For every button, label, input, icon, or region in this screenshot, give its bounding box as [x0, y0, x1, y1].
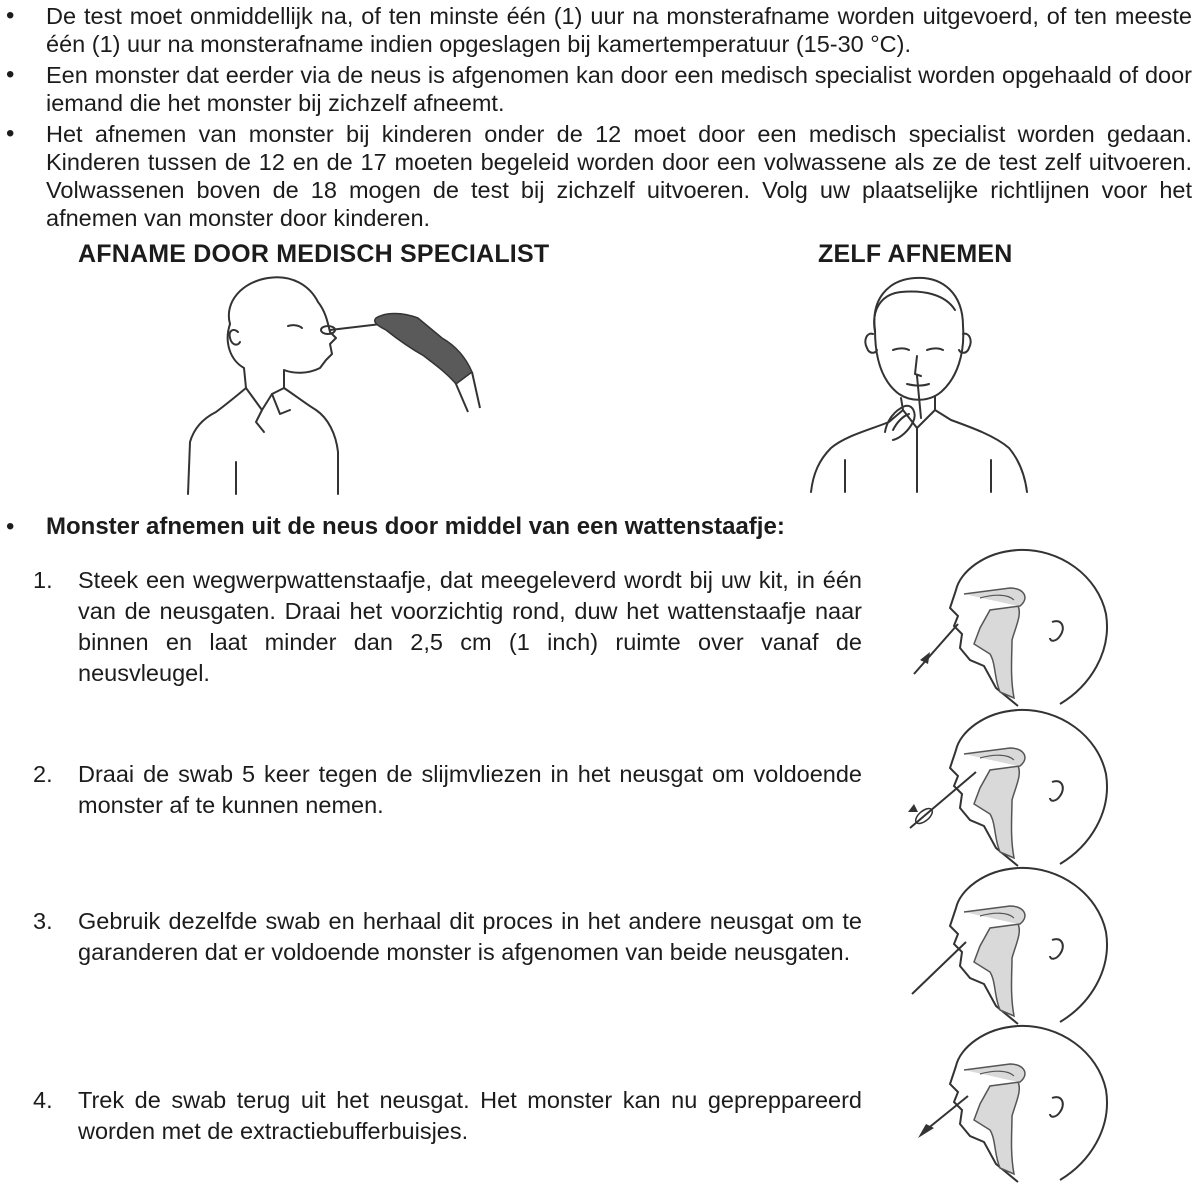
step-text: Trek de swab terug uit het neusgat. Het monster kan nu gepreppareerd worden met de extractiebufferbuisjes. — [78, 1087, 862, 1144]
self-swab-illustration — [805, 270, 1035, 495]
bullet-item-timing: • De test moet onmiddellijk na, of ten minste één (1) uur na monsterafname worden uitgevoerd, of ten meeste één (1) uur na monsterafname indien opgeslagen bij kamertemperatuur (15-30 °C). — [6, 2, 1192, 57]
bullet-dot: • — [6, 61, 15, 88]
step-3-head-illustration — [900, 866, 1120, 1026]
step-text: Gebruik dezelfde swab en herhaal dit proces in het andere neusgat om te garanderen dat er voldoende monster is afgenomen van beide neusgaten. — [78, 908, 862, 965]
step-4-head-illustration — [900, 1024, 1120, 1184]
step-number: 1. — [33, 567, 53, 593]
heading-self-collection: ZELF AFNEMEN — [818, 240, 1013, 268]
bullet-item-children: • Het afnemen van monster bij kinderen onder de 12 moet door een medisch specialist worden gedaan. Kinderen tussen de 12 en de 17 moeten begeleid worden door een volwassene als ze de test zelf uitvoeren. Volwassenen boven de 18 mogen de test bij zichzelf uitvoeren. Volg uw plaatselijke richtlijnen voor het afnemen van monster door kinderen. — [6, 120, 1192, 231]
heading-medical-specialist: AFNAME DOOR MEDISCH SPECIALIST — [78, 240, 550, 268]
step-text: Steek een wegwerpwattenstaafje, dat meegeleverd wordt bij uw kit, in één van de neusgaten. Draai het voorzichtig rond, duw het wattenstaafje naar binnen en laat minder dan 2,5 cm (1 inch) ruimte over vanaf de neusvleugel. — [78, 567, 862, 686]
step-number: 4. — [33, 1087, 53, 1113]
bullet-dot: • — [6, 120, 15, 147]
step-2-head-illustration — [900, 708, 1120, 868]
bullet-dot: • — [6, 513, 15, 540]
bullet-dot: • — [6, 2, 15, 29]
specialist-swab-illustration — [180, 272, 490, 497]
step-number: 2. — [33, 761, 53, 787]
bullet-item-sample-collection: • Een monster dat eerder via de neus is afgenomen kan door een medisch specialist worden opgehaald of door iemand die het monster bij zichzelf afneemt. — [6, 61, 1192, 116]
guidance-bullet-list — [0, 2, 1200, 235]
step-1-head-illustration — [900, 548, 1120, 708]
step-number: 3. — [33, 908, 53, 934]
instruction-page: • De test moet onmiddellijk na, of ten minste één (1) uur na monsterafname worden uitgevoerd, of ten meeste één (1) uur na monsterafname indien opgeslagen bij kamertemperatuur (15-30 °C). • Een monster dat eerder via de neus is afgenomen kan door een medisch specialist worden opgehaald of door iemand die het monster bij zichzelf afneemt. • Het afnemen van monster bij kinderen onder de 12 moet door een medisch specialist worden gedaan. Kinderen tussen de 12 en de 17 moeten begeleid worden door een volwassene als ze de test zelf uitvoeren. Volwassenen boven de 18 mogen de test bij zichzelf uitvoeren. Volg uw plaatselijke richtlijnen voor het afnemen van monster door kinderen. AFNAME DOOR MEDISCH SPECIALIST ZELF AFNEMEN • Monster afnemen uit de neus door middel van een wattenstaafje: 1. Steek een wegwerpwattenstaafje, dat meegeleverd wordt bij uw kit, in één van de neusgaten. Draai het voorzichtig rond, duw het wattenstaafje naar binnen en laat minder dan 2,5 cm (1 inch) ruimte over vanaf de neusvleugel. 2. Draai de swab 5 keer tegen de slijmvliezen in het neusgat om voldoende monster af te kunnen nemen. 3. Gebruik dezelfde swab en herhaal dit proces in het andere neusgat om te garanderen dat er voldoende monster is afgenomen van beide neusgaten. 4. Trek de swab terug uit het neusgat. Het monster kan nu gepreppareerd worden met de extractiebufferbuisjes. — [0, 0, 1200, 1186]
step-text: Draai de swab 5 keer tegen de slijmvliezen in het neusgat om voldoende monster af te kunnen nemen. — [78, 761, 862, 818]
